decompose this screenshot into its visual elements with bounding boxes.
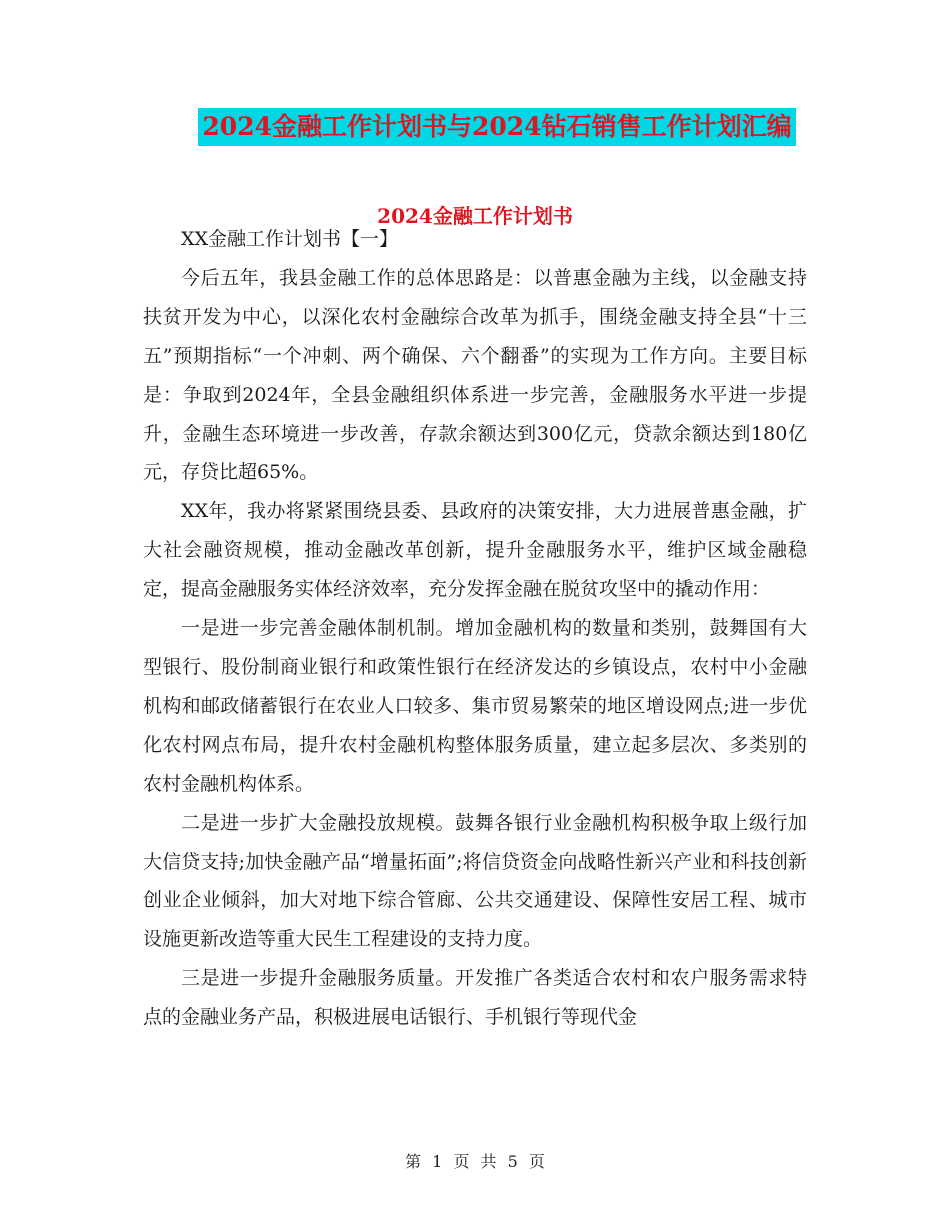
subheading-paragraph: XX金融工作计划书【一】 [181,228,399,250]
body-paragraph: 二是进一步扩大金融投放规模。鼓舞各银行业金融机构积极争取上级行加大信贷支持;加快金融产品“增量拓面”;将信贷资金向战略性新兴产业和科技创新创业企业倾斜，加大对地下综合管廊、公共交通建设、保障性安居工程、城市设施更新改造等重大民生工程建设的支持力度。 [143,811,807,951]
body-paragraph: 今后五年，我县金融工作的总体思路是：以普惠金融为主线，以金融支持扶贫开发为中心，以深化农村金融综合改革为抓手，围绕金融支持全县“十三五”预期指标“一个冲刺、两个确保、六个翻番”的实现为工作方向。主要目标是：争取到2024年，全县金融组织体系进一步完善，金融服务水平进一步提升，金融生态环境进一步改善，存款余额达到300亿元，贷款余额达到180亿元，存贷比超65%。 [143,266,807,484]
document-body [143,220,807,1037]
section-title: 2024金融工作计划书 [377,204,573,228]
body-paragraph: XX年，我办将紧紧围绕县委、县政府的决策安排，大力进展普惠金融，扩大社会融资规模，推动金融改革创新，提升金融服务水平，维护区域金融稳定，提高金融服务实体经济效率，充分发挥金融在脱贫攻坚中的撬动作用： [143,500,807,601]
document-title: 2024金融工作计划书与2024钻石销售工作计划汇编 [198,108,796,146]
body-paragraph: 三是进一步提升金融服务质量。开发推广各类适合农村和农户服务需求特点的金融业务产品，积极进展电话银行、手机银行等现代金 [143,967,807,1029]
page-footer: 第 1 页 共 5 页 [405,1152,545,1171]
body-paragraph: 一是进一步完善金融体制机制。增加金融机构的数量和类别，鼓舞国有大型银行、股份制商业银行和政策性银行在经济发达的乡镇设点，农村中小金融机构和邮政储蓄银行在农业人口较多、集市贸易繁荣的地区增设网点;进一步优化农村网点布局，提升农村金融机构整体服务质量，建立起多层次、多类别的农村金融机构体系。 [143,617,807,795]
